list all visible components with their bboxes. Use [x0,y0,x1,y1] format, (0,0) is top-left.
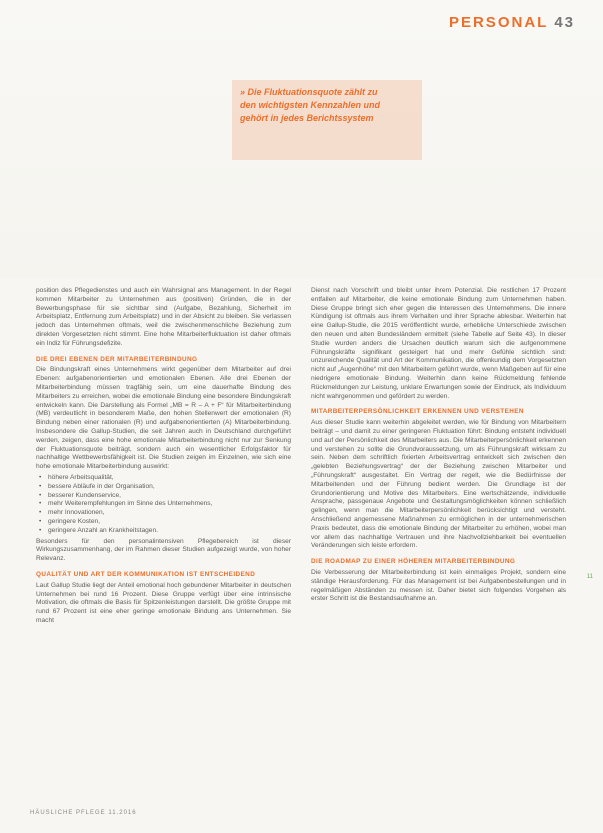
pull-quote: » Die Fluktuationsquote zählt zu den wichtigsten Kennzahlen und gehört in jedes Berichtssystem [240,87,381,123]
subheading: MITARBEITERPERSÖNLICHKEIT ERKENNEN UND VERSTEHEN [311,408,524,416]
list-item: • mehr Weiterempfehlungen im Sinne des Unternehmens, [48,500,291,509]
paragraph: Aus dieser Studie kann weiterhin abgeleitet werden, wie für Bindung von Mitarbeitern beiträgt – und damit zu einer geringeren Fluktuation führt: Bindung entsteht individuell und auf der Persönlichkeit des Mitarbeiters aus. Die Mitarbeiterpersönlichkeit erkennen und verstehen zu sollte die Grundvoraussetzung, um als Führungskraft wirksam zu sein. Neben dem schriftlich fixierten Arbeitsvertrag entwickelt sich zwischen den „gelebten Beziehungsvertrag“ der der Beziehung zwischen Mitarbeiter und „Führungskraft“ ausgestaltet. Ein Vertrag der regelt, wie die Bedürfnisse der Mitarbeitenden und der Führung bedient werden. Die Grundlage ist der Grundorientierung und Motive des Mitarbeiters. Eine wertschätzende, individuelle Ansprache, passgenaue Angebote und Gestaltungsmöglichkeiten können schließlich gelingen, wenn man die Mitarbeiterpersönlichkeit berücksichtigt und versteht. Anschließend angemessene Maßnahmen zu ermöglichen in der unternehmerischen Praxis bedeutet, dass die emotionale Bindung der Mitarbeiter zu erhöhen, wobei man vor allem das nachhaltige Vertrauen und ihre Nachvollziehbarkeit bei eventuellen Veränderungen sich leiste erfordern. [311,419,566,550]
paragraph: Besonders für den personalintensiven Pflegebereich ist dieser Wirkungszusammenhang, der im Rahmen dieser Studien aufgezeigt wurde, von hoher Relevanz. [36,537,291,563]
bullet-list [36,474,291,536]
list-item: • höhere Arbeitsqualität, [48,474,291,483]
subheading: QUALITÄT UND ART DER KOMMUNIKATION IST ENTSCHEIDEND [36,570,256,578]
paragraph: Die Bindungskraft eines Unternehmens wirkt gegenüber dem Mitarbeiter auf drei Ebenen: aufgabenorientierten und emotionalen Ebenen. Alle drei Ebenen der Mitarbeiterbindung müssen tragfähig sein, um eine dauerhafte Bindung des Mitarbeiters zu erreichen, wobei die emotionale Bindung eine besondere Bindungskraft entwickeln kann. Die Darstellung als Formel „MB = R – A + F“ für Mitarbeiterbindung (MB) verdeutlicht in besonderem Maße, den hohen Stellenwert der emotionalen (R) Bindung neben einer rationalen (R) und aufgabenorientierten (A) Mitarbeiterbindung. Insbesondere die Gallup-Studien, die seit Jahren auch in Deutschland durchgeführt werden, zeigen, dass eine hohe emotionale Mitarbeiterbindung nicht nur zur Senkung der Fluktuationsquote beiträgt, sondern auch ein wesentlicher Erfolgsfaktor für nachhaltige Wettbewerbsfähigkeit ist. Die Studien zeigen im Einzelnen, wie sich eine hohe emotionale Mitarbeiterbindung auswirkt: [36,366,291,471]
subheading: DIE DREI EBENEN DER MITARBEITERBINDUNG [36,355,198,363]
left-column [36,287,291,628]
paragraph: position des Pflegedienstes und auch ein Wahrsignal ans Management. In der Regel kommen Mitarbeiter zu Unternehmen aus (positiven) Gründen, die in der Bewerbungsphase für sie sichtbar sind (Aufgabe, Bezahlung, Sicherheit im Arbeitsplatz, Entfernung zum Arbeitsplatz) und in der Absicht zu bleiben. Sie verlassen jedoch das Unternehmen oftmals, weil die zwischenmenschliche Beziehung zum direkten Vorgesetzten nicht stimmt. Eine hohe Mitarbeiterfluktuation ist daher oftmals ein Indiz für Führungsdefizite. [36,287,291,347]
list-item: • geringere Anzahl an Krankheitstagen. [48,527,291,536]
paragraph: Laut Gallup Studie liegt der Anteil emotional hoch gebundener Mitarbeiter in deutschen Unternehmen bei rund 16 Prozent. Diese Gruppe verfügt über eine intrinsische Motivation, die oftmals die Basis für Spitzenleistungen darstellt. Die größte Gruppe mit rund 67 Prozent ist eine eher geringe emotionale Bindung ans Unternehmen. Sie macht [36,581,291,624]
section-title: PERSONAL [448,14,549,31]
list-item: • besserer Kundenservice, [48,492,291,501]
paragraph: Die Verbesserung der Mitarbeiterbindung ist kein einmaliges Projekt, sondern eine ständige Herausforderung. Für das Management ist bei Aufgabenbestellungen und in regelmäßigen Abständen zu messen ist. Daher bietet sich folgendes Vorgehen als erster Schritt ist die Bestandsaufnahme an. [311,568,566,603]
list-item: • geringere Kosten, [48,518,291,527]
paragraph: Dienst nach Vorschrift und bleibt unter ihrem Potenzial. Die restlichen 17 Prozent entfallen auf Mitarbeiter, die keine emotionale Bindung zum Unternehmen haben. Diese Gruppe bringt sich eher gegen die Interessen des Unternehmens. Die innere Kündigung ist oftmals aus ihrem Verhalten und ihrer Sprache ablesbar. Weiterhin hat eine Gallup-Studie, die 2015 veröffentlicht wurde, erhebliche Unterschiede zwischen den neuen und alten Bundesländern ermittelt (siehe Tabelle auf Seite 43). In dieser Studie wurden anders die Ursachen deutlich warum sich die aufgenommene Führungskräfte signifikant gesteigert hat und mehr Gefühle sichtlich sind: unzureichende Qualität und Art der Kommunikation, die offenkundig dem Vorgesetzten nicht auf „Augenhöhe“ mit den Mitarbeitern geführt wurde, wenn Maßgeben auf für eine niedrigere emotionale Bindung. Weiterhin dann keine Rückmeldung fehlende Rückmeldungen zur Leistung, unklare Erwartungen sowie der Eindruck, als Individuum nicht wahrgenommen und gefördert zu werden. [311,287,566,400]
side-number: 11 [586,574,593,580]
subheading: DIE ROADMAP ZU EINER HÖHEREN MITARBEITERBINDUNG [311,558,516,566]
page-number: 43 [554,14,575,31]
list-item: • bessere Abläufe in der Organisation, [48,483,291,492]
footer: HÄUSLICHE PFLEGE 11.2016 [30,810,137,816]
list-item: • mehr Innovationen, [48,509,291,518]
right-column [311,287,566,606]
page-header [449,14,575,32]
